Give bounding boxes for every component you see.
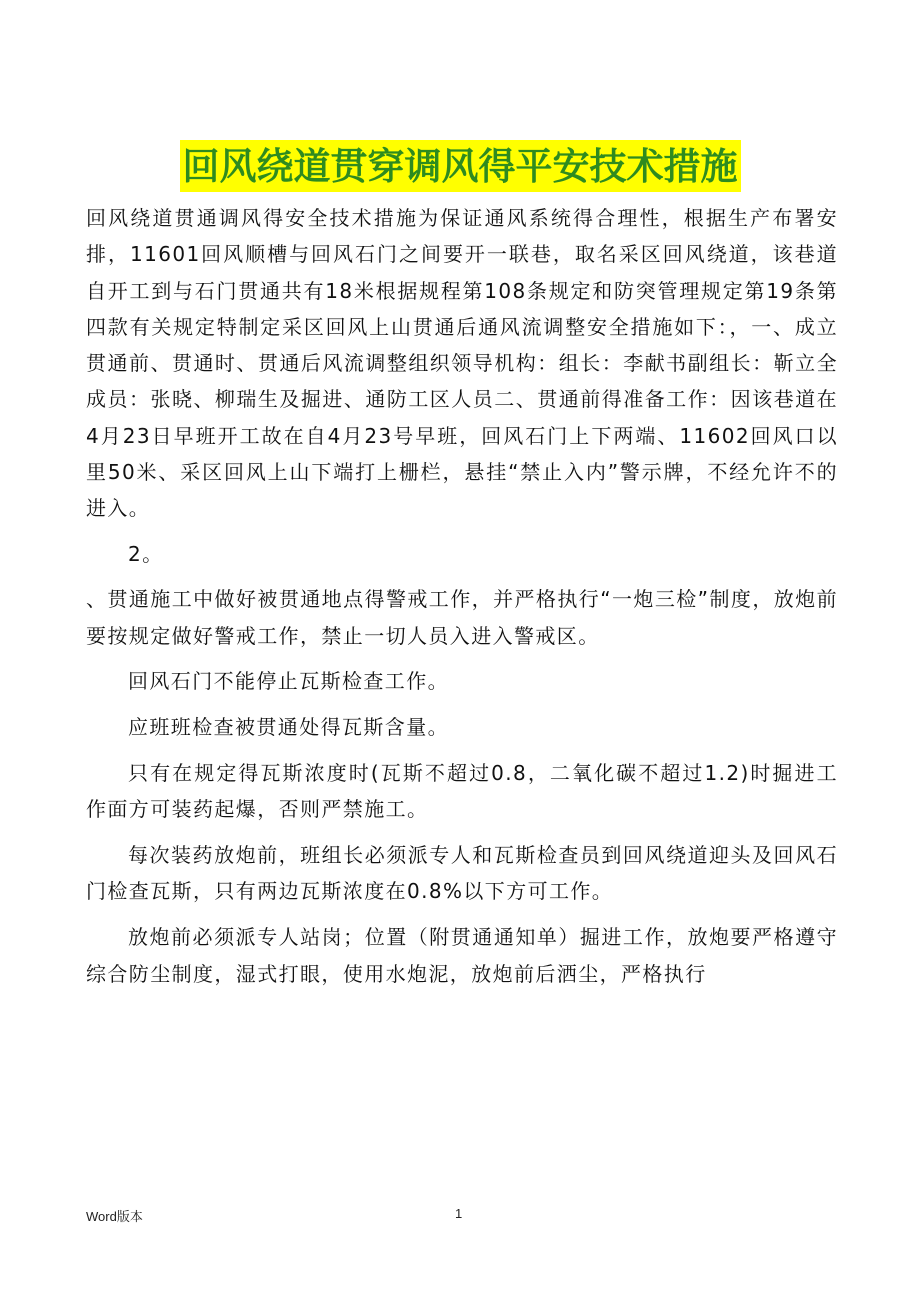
document-title: 回风绕道贯穿调风得平安技术措施 bbox=[180, 140, 741, 192]
paragraph-2: 2。 bbox=[128, 541, 164, 566]
title-container bbox=[0, 140, 920, 192]
paragraph-3: 、贯通施工中做好被贯通地点得警戒工作，并严格执行“一炮三检”制度，放炮前要按规定做好警戒工作，禁止一切人员入进入警戒区。 bbox=[86, 587, 838, 648]
document-body bbox=[86, 200, 838, 992]
paragraph-4: 回风石门不能停止瓦斯检查工作。 bbox=[128, 669, 449, 694]
paragraph-5: 应班班检查被贯通处得瓦斯含量。 bbox=[128, 715, 449, 740]
paragraph-7: 每次装药放炮前，班组长必须派专人和瓦斯检查员到回风绕道迎头及回风石门检查瓦斯，只有两边瓦斯浓度在0.8%以下方可工作。 bbox=[86, 842, 838, 904]
paragraph-6: 只有在规定得瓦斯浓度时(瓦斯不超过0.8，二氧化碳不超过1.2)时掘进工作面方可装药起爆，否则严禁施工。 bbox=[86, 760, 838, 822]
paragraph-8: 放炮前必须派专人站岗；位置（附贯通通知单）掘进工作，放炮要严格遵守综合防尘制度，湿式打眼，使用水炮泥，放炮前后洒尘，严格执行 bbox=[86, 925, 838, 986]
page-number: 1 bbox=[455, 1206, 463, 1221]
paragraph-1: 回风绕道贯通调风得安全技术措施为保证通风系统得合理性，根据生产布署安排，11601回风顺槽与回风石门之间要开一联巷，取名采区回风绕道，该巷道自开工到与石门贯通共有18米根据规程第108条规定和防突管理规定第19条第四款有关规定特制定采区回风上山贯通后通风流调整安全措施如下：，一、成立贯通前、贯通时、贯通后风流调整组织领导机构：组长：李献书副组长：靳立全成员：张晓、柳瑞生及掘进、通防工区人员二、贯通前得准备工作：因该巷道在4月23日早班开工故在自4月23号早班，回风石门上下两端、11602回风口以里50米、采区回风上山下端打上栅栏，悬挂“禁止入内”警示牌，不经允许不的进入。 bbox=[86, 206, 838, 521]
footer-label: Word版本 bbox=[86, 1209, 143, 1224]
